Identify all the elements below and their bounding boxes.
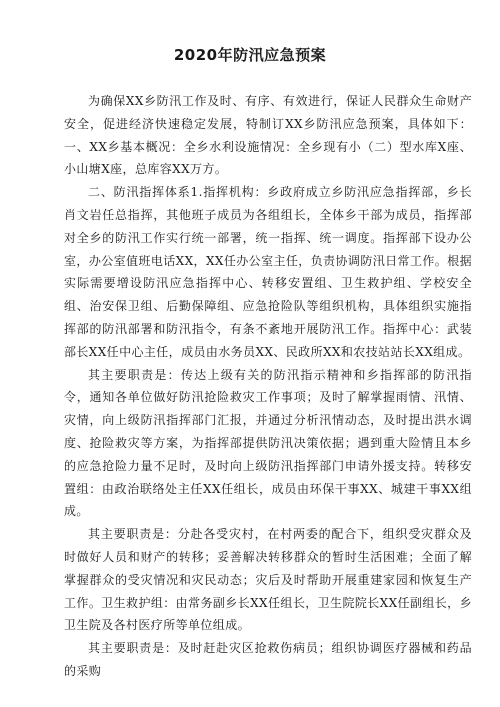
document-title: 2020年防汛应急预案 [173,46,327,64]
paragraph-medical-duties: 其主要职责是：及时赶赴灾区抢救伤病员；组织协调医疗器械和药品的采购 [64,641,472,678]
paragraph-command-center-duties: 其主要职责是：传达上级有关的防汛指示精神和乡指挥部的防汛指令，通知各单位做好防汛抢险救灾工作事项；及时了解掌握雨情、汛情、灾情，向上级防汛指挥部门汇报，并通过分析汛情动态，及时提出洪水调度、抢险救灾等方案，为指挥部提供防汛决策依据；遇到重大险情且本乡的应急抢险力量不足时，及时向上级防汛指挥部门申请外援支持。转移安置组：由政治联络处主任XX任组长，成员由环保干事XX、城建干事XX组成。 [64,367,472,519]
paragraph-overview: 为确保XX乡防汛工作及时、有序、有效进行，保证人民群众生命财产安全，促进经济快速稳定发展，特制订XX乡防汛应急预案，具体如下：一、XX乡基本概况：全乡水利设施情况：全乡现有小（二）型水库X座、小山塘X座，总库容XX万方。 [64,94,472,177]
paragraph-relocation-duties: 其主要职责是：分赴各受灾村，在村两委的配合下，组织受灾群众及时做好人员和财产的转移；妥善解决转移群众的暂时生活困难；全面了解掌握群众的受灾情况和灾民动态；灾后及时帮助开展重建家园和恢复生产工作。卫生救护组：由常务副乡长XX任组长，卫生院院长XX任副组长，乡卫生院及各村医疗所等单位组成。 [64,527,472,633]
document-body [64,90,472,683]
paragraph-command-system: 二、防汛指挥体系1.指挥机构：乡政府成立乡防汛应急指挥部，乡长肖文岩任总指挥，其他班子成员为各组组长，全体乡干部为成员，指挥部对全乡的防汛工作实行统一部署，统一指挥、统一调度。指挥部下设办公室，办公室值班电话XX，XX任办公室主任，负责协调防汛日常工作。根据实际需要增设防汛应急指挥中心、转移安置组、卫生救护组、学校安全组、治安保卫组、后勤保障组、应急抢险队等组织机构，具体组织实施指挥部的防汛部署和防汛指令，有条不紊地开展防汛工作。指挥中心：武装部长XX任中心主任，成员由水务员XX、民政所XX和农技站站长XX组成。 [64,185,472,359]
